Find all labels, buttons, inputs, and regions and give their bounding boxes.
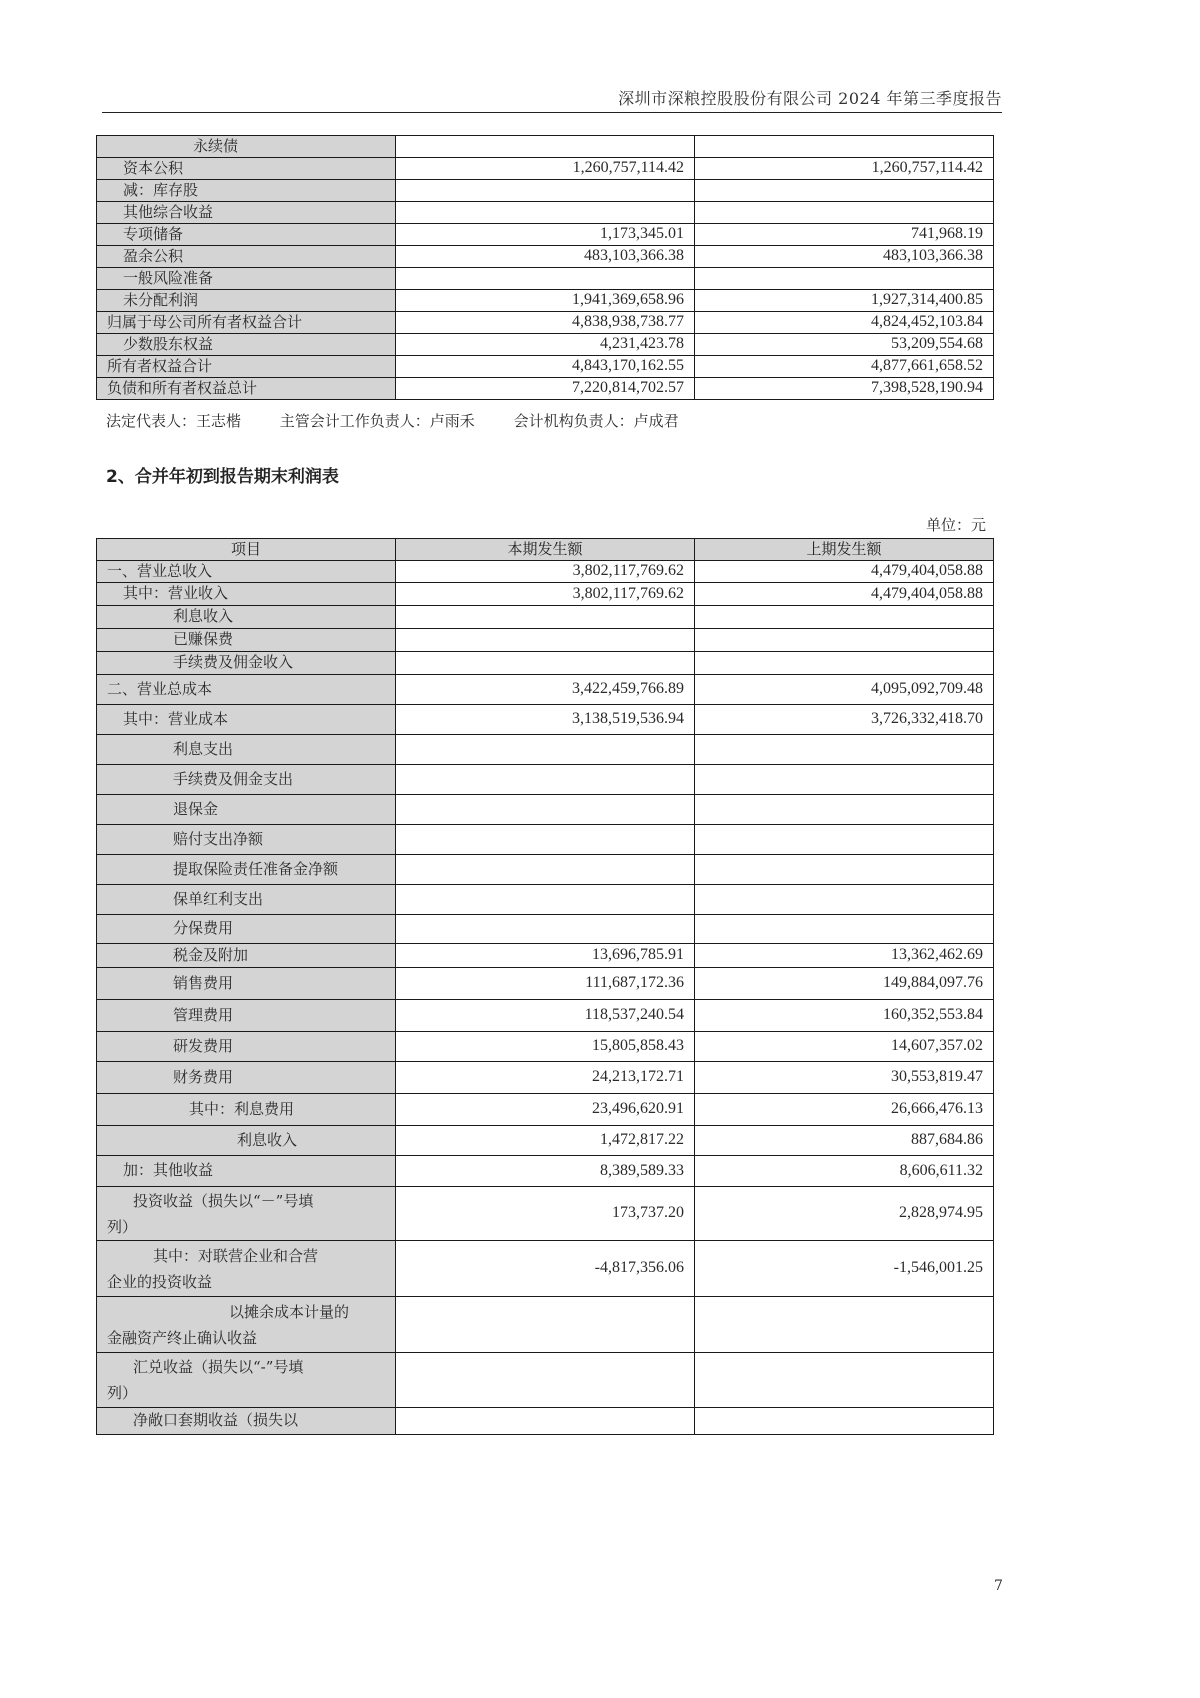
row-label: 利息收入 [97,606,396,629]
row-label: 管理费用 [97,1000,396,1032]
page-header [102,84,1002,113]
previous-value [695,765,994,795]
row-label: 永续债 [97,136,396,158]
previous-value: 2,828,974.95 [695,1187,994,1241]
row-label: 其中：利息费用 [97,1094,396,1126]
previous-value: 14,607,357.02 [695,1032,994,1062]
row-label: 减：库存股 [97,180,396,202]
table-row [97,180,994,202]
table-row [97,765,994,795]
previous-value: 8,606,611.32 [695,1156,994,1187]
table-row [97,968,994,1000]
table-row [97,825,994,855]
previous-value: -1,546,001.25 [695,1241,994,1297]
current-value [396,915,695,944]
table-row [97,915,994,944]
table-row [97,1126,994,1156]
header-row [97,539,994,561]
table-row [97,1408,994,1435]
current-value: 3,802,117,769.62 [396,583,695,606]
row-label: 资本公积 [97,158,396,180]
report-title: 深圳市深粮控股股份有限公司 2024 年第三季度报告 [618,89,1002,108]
table-row [97,1032,994,1062]
previous-value [695,268,994,290]
current-value: 3,138,519,536.94 [396,705,695,735]
row-label-line2: 企业的投资收益 [107,1272,213,1291]
current-value: 4,838,938,738.77 [396,312,695,334]
current-value [396,1408,695,1435]
row-label: 一、营业总收入 [97,561,396,583]
row-label: 加：其他收益 [97,1156,396,1187]
section-title: 2、合并年初到报告期末利润表 [106,467,339,487]
previous-value: 4,824,452,103.84 [695,312,994,334]
row-label: 分保费用 [97,915,396,944]
previous-value: 741,968.19 [695,224,994,246]
row-label: 保单红利支出 [97,885,396,915]
row-label: 赔付支出净额 [97,825,396,855]
row-label: 利息收入 [97,1126,396,1156]
current-value: 4,843,170,162.55 [396,356,695,378]
previous-value: 4,479,404,058.88 [695,561,994,583]
current-value: 111,687,172.36 [396,968,695,1000]
table-row [97,629,994,652]
previous-value: 149,884,097.76 [695,968,994,1000]
table-row [97,1241,994,1297]
row-label-line2: 列） [107,1217,138,1236]
unit-label: 单位：元 [925,516,986,534]
income-statement-table [96,538,994,1435]
column-header-previous: 上期发生额 [695,539,994,561]
table-row [97,675,994,705]
table-row [97,224,994,246]
row-label-line1: 投资收益（损失以“－”号填 [133,1191,314,1210]
current-value: -4,817,356.06 [396,1241,695,1297]
previous-value: 4,877,661,658.52 [695,356,994,378]
previous-value: 53,209,554.68 [695,334,994,356]
signature-line [106,410,713,431]
previous-value [695,795,994,825]
previous-value [695,1353,994,1408]
row-label: 归属于母公司所有者权益合计 [97,312,396,334]
current-value [396,652,695,675]
previous-value: 4,095,092,709.48 [695,675,994,705]
row-label: 一般风险准备 [97,268,396,290]
row-label: 销售费用 [97,968,396,1000]
table-row [97,1156,994,1187]
previous-value [695,136,994,158]
previous-value [695,652,994,675]
table-row [97,855,994,885]
row-label [97,1241,396,1297]
balance-sheet-table [96,135,994,400]
page-number: 7 [994,1578,1003,1594]
current-value [396,1353,695,1408]
table-row [97,246,994,268]
current-value [396,136,695,158]
current-value: 23,496,620.91 [396,1094,695,1126]
table-row [97,312,994,334]
row-label [97,1187,396,1241]
table-row [97,334,994,356]
row-label-line1: 以摊余成本计量的 [229,1302,350,1321]
table-row [97,356,994,378]
table-row [97,705,994,735]
previous-value [695,915,994,944]
row-label: 财务费用 [97,1062,396,1094]
current-value: 483,103,366.38 [396,246,695,268]
current-value [396,629,695,652]
table-row [97,1000,994,1032]
current-value: 1,260,757,114.42 [396,158,695,180]
legal-representative: 法定代表人：王志楷 [106,412,242,430]
previous-value: 30,553,819.47 [695,1062,994,1094]
table-row [97,1187,994,1241]
table-row [97,268,994,290]
table-row [97,1297,994,1353]
previous-value: 13,362,462.69 [695,944,994,968]
row-label-line2: 金融资产终止确认收益 [107,1328,258,1347]
current-value: 4,231,423.78 [396,334,695,356]
row-label [97,1297,396,1353]
current-value: 3,422,459,766.89 [396,675,695,705]
previous-value [695,885,994,915]
current-value [396,855,695,885]
table-row [97,795,994,825]
current-value: 15,805,858.43 [396,1032,695,1062]
table-row [97,1062,994,1094]
current-value [396,825,695,855]
accounting-org-head: 会计机构负责人：卢成君 [513,412,679,430]
table-row [97,158,994,180]
previous-value [695,1408,994,1435]
table-row [97,583,994,606]
previous-value [695,606,994,629]
table-row [97,561,994,583]
row-label: 专项储备 [97,224,396,246]
current-value: 173,737.20 [396,1187,695,1241]
table-row [97,652,994,675]
table-row [97,136,994,158]
row-label: 其中：营业成本 [97,705,396,735]
row-label: 其他综合收益 [97,202,396,224]
table-row [97,1094,994,1126]
row-label-line1: 汇兑收益（损失以“-”号填 [133,1358,304,1376]
table-row [97,290,994,312]
previous-value: 483,103,366.38 [695,246,994,268]
row-label: 税金及附加 [97,944,396,968]
previous-value: 1,260,757,114.42 [695,158,994,180]
previous-value [695,202,994,224]
current-value [396,606,695,629]
previous-value: 160,352,553.84 [695,1000,994,1032]
previous-value [695,735,994,765]
row-label: 利息支出 [97,735,396,765]
current-value [396,180,695,202]
previous-value: 26,666,476.13 [695,1094,994,1126]
column-header-item: 项目 [97,539,396,561]
table-row [97,735,994,765]
previous-value [695,855,994,885]
current-value [396,202,695,224]
row-label-line2: 列） [107,1384,138,1402]
accounting-head: 主管会计工作负责人：卢雨禾 [279,412,475,430]
current-value: 118,537,240.54 [396,1000,695,1032]
row-label: 提取保险责任准备金净额 [97,855,396,885]
previous-value [695,180,994,202]
current-value: 1,472,817.22 [396,1126,695,1156]
row-label: 净敞口套期收益（损失以 [97,1408,396,1435]
previous-value: 887,684.86 [695,1126,994,1156]
table-row [97,378,994,400]
row-label-line1: 其中：对联营企业和合营 [153,1246,319,1265]
current-value [396,885,695,915]
row-label [97,1353,396,1408]
current-value: 13,696,785.91 [396,944,695,968]
row-label: 其中：营业收入 [97,583,396,606]
current-value [396,795,695,825]
row-label: 二、营业总成本 [97,675,396,705]
table-row [97,606,994,629]
current-value [396,268,695,290]
previous-value [695,1297,994,1353]
table-row [97,885,994,915]
table-row [97,1353,994,1408]
row-label: 少数股东权益 [97,334,396,356]
row-label: 手续费及佣金支出 [97,765,396,795]
row-label: 研发费用 [97,1032,396,1062]
previous-value [695,629,994,652]
previous-value: 7,398,528,190.94 [695,378,994,400]
row-label: 已赚保费 [97,629,396,652]
previous-value: 4,479,404,058.88 [695,583,994,606]
current-value: 1,173,345.01 [396,224,695,246]
row-label: 所有者权益合计 [97,356,396,378]
current-value: 24,213,172.71 [396,1062,695,1094]
column-header-current: 本期发生额 [396,539,695,561]
table-row [97,944,994,968]
row-label: 手续费及佣金收入 [97,652,396,675]
previous-value: 3,726,332,418.70 [695,705,994,735]
current-value: 3,802,117,769.62 [396,561,695,583]
table-row [97,202,994,224]
current-value [396,765,695,795]
row-label: 退保金 [97,795,396,825]
row-label: 盈余公积 [97,246,396,268]
current-value [396,735,695,765]
previous-value: 1,927,314,400.85 [695,290,994,312]
row-label: 负债和所有者权益总计 [97,378,396,400]
row-label: 未分配利润 [97,290,396,312]
current-value: 7,220,814,702.57 [396,378,695,400]
current-value [396,1297,695,1353]
previous-value [695,825,994,855]
current-value: 1,941,369,658.96 [396,290,695,312]
current-value: 8,389,589.33 [396,1156,695,1187]
